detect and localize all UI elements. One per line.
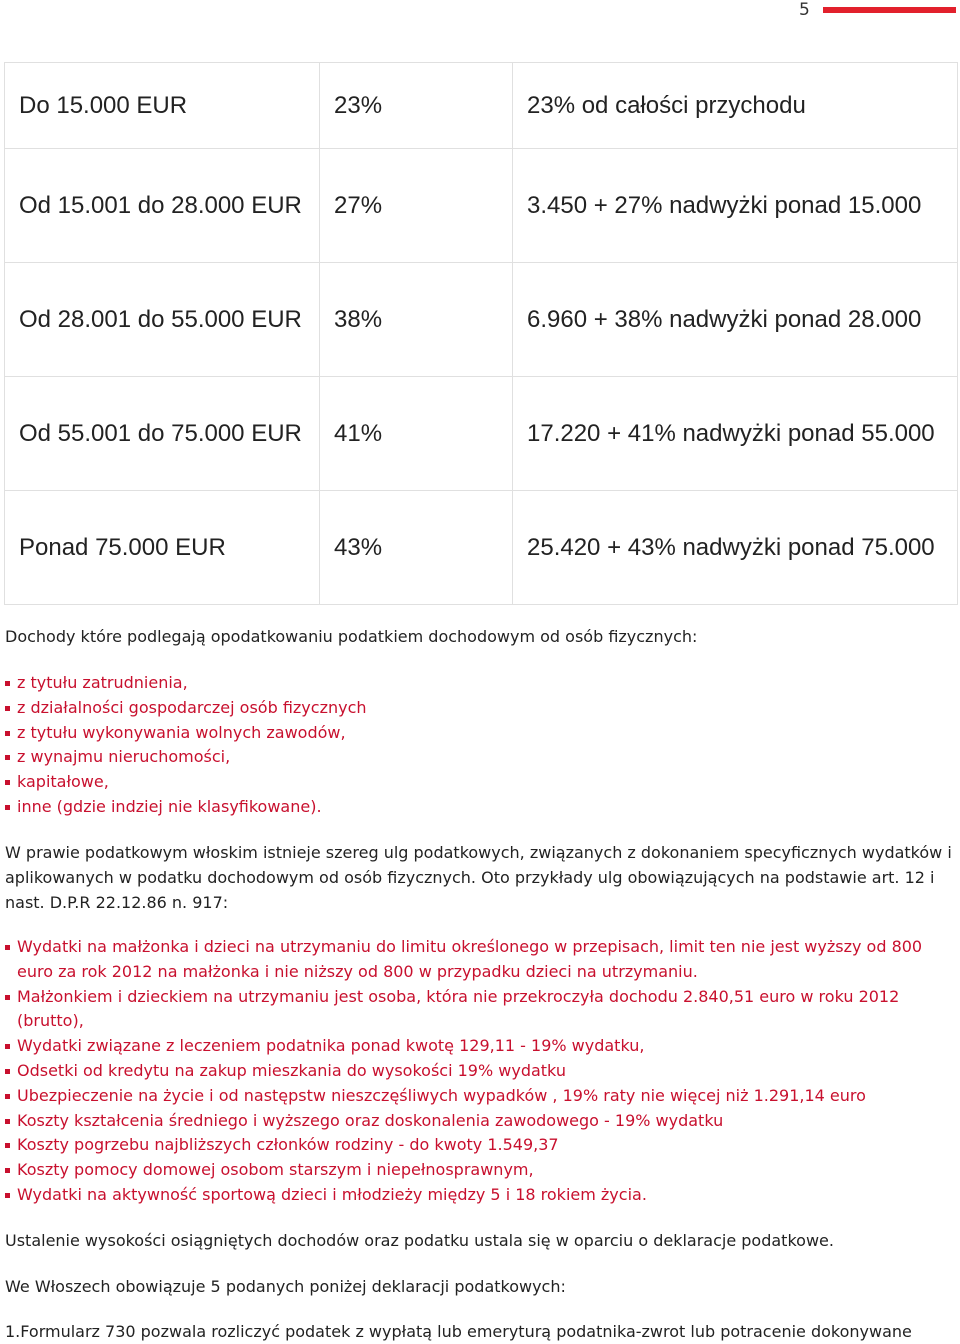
income-intro: Dochody które podlegają opodatkowaniu podatkiem dochodowym od osób fizycznych:: [5, 627, 698, 646]
list-item: Wydatki na aktywność sportową dzieci i młodzieży między 5 i 18 rokiem życia.: [5, 1183, 955, 1208]
bracket-cell: Od 15.001 do 28.000 EUR: [5, 149, 320, 263]
list-item: Małżonkiem i dzieckiem na utrzymaniu jest osoba, która nie przekroczyła dochodu 2.840,51 euro w roku 2012 (brutto),: [5, 985, 955, 1035]
assessment-text: Ustalenie wysokości osiągniętych dochodów oraz podatku ustala się w oparciu o deklaracje podatkowe.: [5, 1231, 834, 1250]
page-number: 5: [799, 0, 810, 20]
bracket-cell: Od 55.001 do 75.000 EUR: [5, 377, 320, 491]
formula-cell: 23% od całości przychodu: [513, 63, 958, 149]
formula-cell: 6.960 + 38% nadwyżki ponad 28.000: [513, 263, 958, 377]
table-row: [5, 263, 958, 377]
list-item: z tytułu zatrudnienia,: [5, 671, 955, 696]
rate-cell: 38%: [320, 263, 513, 377]
table-row: [5, 377, 958, 491]
list-item: Odsetki od kredytu na zakup mieszkania do wysokości 19% wydatku: [5, 1059, 955, 1084]
formula-cell: 17.220 + 41% nadwyżki ponad 55.000: [513, 377, 958, 491]
rate-cell: 23%: [320, 63, 513, 149]
declaration-1-text: 1.Formularz 730 pozwala rozliczyć podatek z wypłatą lub emeryturą podatnika-zwrot lub potracenie dokonywane: [5, 1322, 912, 1341]
bracket-cell: Do 15.000 EUR: [5, 63, 320, 149]
list-item: Koszty pogrzebu najbliższych członków rodziny - do kwoty 1.549,37: [5, 1133, 955, 1158]
list-item: Wydatki na małżonka i dzieci na utrzymaniu do limitu określonego w przepisach, limit ten nie jest wyższy od 800 euro za rok 2012 na małżonka i nie niższy od 800 w przypadku dzieci na utrzymaniu.: [5, 935, 955, 985]
list-item: z wynajmu nieruchomości,: [5, 745, 955, 770]
rate-cell: 27%: [320, 149, 513, 263]
list-item: z tytułu wykonywania wolnych zawodów,: [5, 721, 955, 746]
income-types-list: [5, 671, 955, 820]
table-row: [5, 491, 958, 605]
formula-cell: 25.420 + 43% nadwyżki ponad 75.000: [513, 491, 958, 605]
rate-cell: 41%: [320, 377, 513, 491]
list-item: z działalności gospodarczej osób fizycznych: [5, 696, 955, 721]
list-item: inne (gdzie indziej nie klasyfikowane).: [5, 795, 955, 820]
list-item: Wydatki związane z leczeniem podatnika ponad kwotę 129,11 - 19% wydatku,: [5, 1034, 955, 1059]
bracket-cell: Od 28.001 do 55.000 EUR: [5, 263, 320, 377]
rate-cell: 43%: [320, 491, 513, 605]
list-item: Ubezpieczenie na życie i od następstw nieszczęśliwych wypadków , 19% raty nie więcej niż 1.291,14 euro: [5, 1084, 955, 1109]
declarations-intro: We Włoszech obowiązuje 5 podanych poniżej deklaracji podatkowych:: [5, 1277, 566, 1296]
bracket-cell: Ponad 75.000 EUR: [5, 491, 320, 605]
list-item: Koszty kształcenia średniego i wyższego oraz doskonalenia zawodowego - 19% wydatku: [5, 1109, 955, 1134]
tax-bracket-table: [4, 62, 958, 605]
reliefs-list: [5, 935, 955, 1208]
table-row: [5, 149, 958, 263]
page-accent-bar: [823, 7, 956, 13]
formula-cell: 3.450 + 27% nadwyżki ponad 15.000: [513, 149, 958, 263]
list-item: Koszty pomocy domowej osobom starszym i niepełnosprawnym,: [5, 1158, 955, 1183]
table-row: [5, 63, 958, 149]
relief-intro: W prawie podatkowym włoskim istnieje szereg ulg podatkowych, związanych z dokonaniem specyficznych wydatków i aplikowanych w podatku dochodowym od osób fizycznych. Oto przykłady ulg obowiązujących na podstawie art. 12 i nast. D.P.R 22.12.86 n. 917:: [5, 843, 952, 912]
list-item: kapitałowe,: [5, 770, 955, 795]
